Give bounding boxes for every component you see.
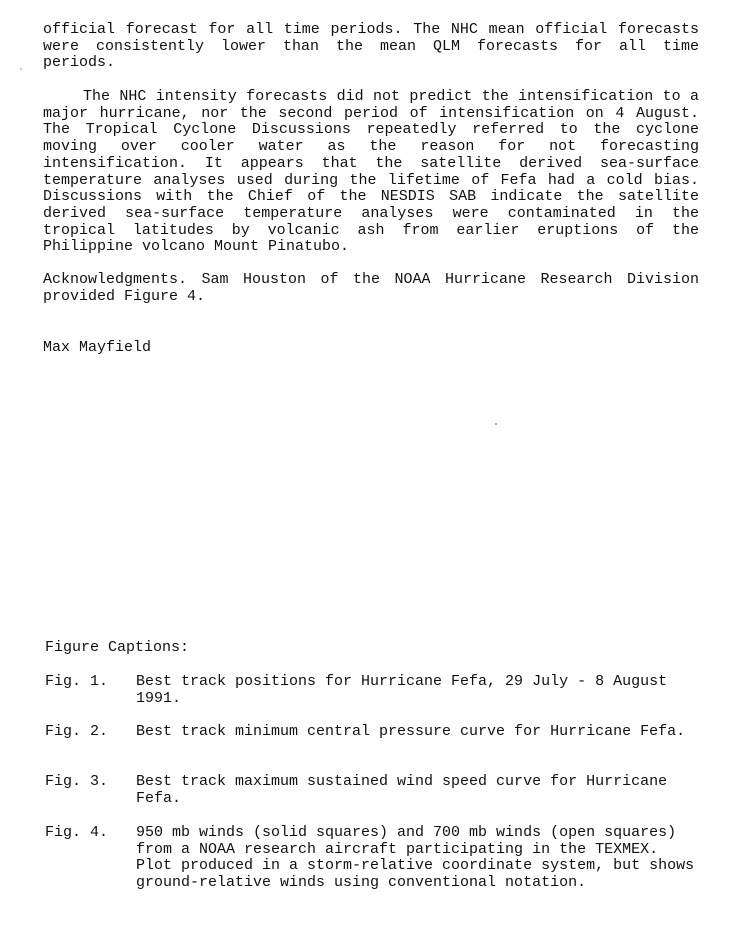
figure-caption-3	[45, 774, 705, 807]
paragraph-intensity-forecasts: The NHC intensity forecasts did not predict the intensification to a major hurricane, nor the second period of intensification on 4 August. The Tropical Cyclone Discussions repeatedly referred to the cyclone moving over cooler water as the reason for not forecasting intensification. It appears that the satellite derived sea-surface temperature analyses used during the lifetime of Fefa had a cold bias. Discussions with the Chief of the NESDIS SAB indicate the satellite derived sea-surface temperature analyses were contaminated in the tropical latitudes by volcanic ash from earlier eruptions of the Philippine volcano Mount Pinatubo.	[43, 88, 699, 256]
figure-caption-4	[45, 825, 705, 892]
figure-caption-label: Fig. 3.	[45, 773, 109, 790]
figure-caption-text: Best track maximum sustained wind speed curve for Hurricane Fefa.	[136, 773, 668, 807]
figure-caption-text: Best track positions for Hurricane Fefa, 29 July - 8 August 1991.	[136, 673, 668, 707]
figure-caption-text: 950 mb winds (solid squares) and 700 mb winds (open squares) from a NOAA research aircraft participating in the TEXMEX. Plot produced in a storm-relative coordinate system, but shows ground-relative winds using conventional notation.	[136, 824, 695, 892]
paragraph-forecast-comparison: official forecast for all time periods. The NHC mean official forecasts were consistently lower than the mean QLM forecasts for all time periods.	[43, 21, 699, 72]
paragraph-acknowledgments: Acknowledgments. Sam Houston of the NOAA Hurricane Research Division provided Figure 4.	[43, 271, 699, 305]
figure-caption-label: Fig. 4.	[45, 824, 109, 841]
scan-speck	[20, 68, 22, 70]
figure-caption-text: Best track minimum central pressure curve for Hurricane Fefa.	[136, 723, 686, 740]
figure-caption-label: Fig. 2.	[45, 723, 109, 740]
figure-caption-1	[45, 674, 705, 707]
figure-caption-2	[45, 724, 705, 741]
figure-captions-heading: Figure Captions:	[45, 639, 190, 656]
figure-caption-label: Fig. 1.	[45, 673, 109, 690]
author-signature: Max Mayfield	[43, 339, 152, 356]
scan-speck	[495, 423, 497, 425]
